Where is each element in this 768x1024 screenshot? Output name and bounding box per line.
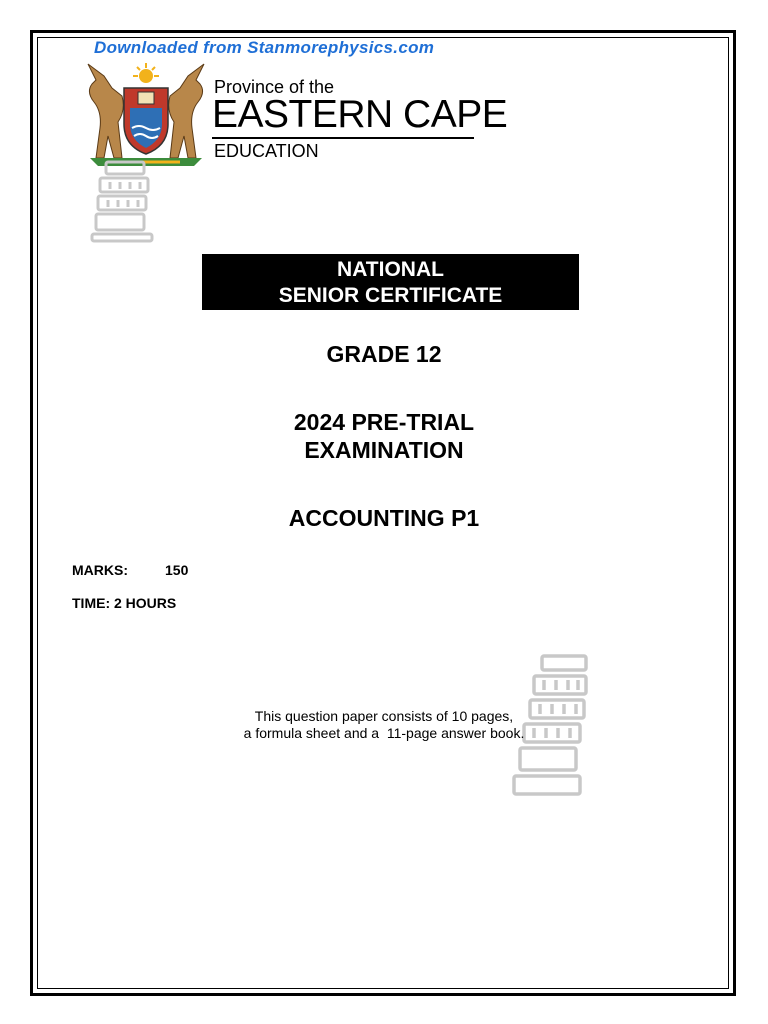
province-name: EASTERN CAPE [212, 93, 508, 136]
marks-label: MARKS: [72, 562, 128, 578]
marks-value: 150 [165, 562, 189, 578]
exam-title-line-1: 2024 PRE-TRIAL [293, 409, 475, 435]
province-line: Province of the [214, 77, 335, 97]
department-name: EDUCATION [214, 141, 319, 161]
banner-line-2: SENIOR CERTIFICATE [278, 284, 503, 307]
page-count-note-line-2: a formula sheet and a 11-page answer book. [243, 725, 525, 741]
page-count-note [0, 708, 768, 742]
time-allowed: TIME: 2 HOURS [72, 595, 177, 611]
subject-title: ACCOUNTING P1 [288, 505, 480, 531]
coat-of-arms-icon [82, 62, 210, 170]
download-source-link[interactable]: Downloaded from Stanmorephysics.com [94, 38, 435, 57]
leaning-tower-icon [88, 158, 160, 244]
exam-title-line-2: EXAMINATION [304, 437, 464, 463]
exam-title [0, 408, 768, 464]
grade-title: GRADE 12 [326, 341, 442, 367]
logo-divider [212, 137, 474, 139]
banner-line-1: NATIONAL [337, 258, 444, 281]
page-count-note-line-1: This question paper consists of 10 pages, [254, 708, 514, 724]
certificate-banner [202, 254, 579, 310]
